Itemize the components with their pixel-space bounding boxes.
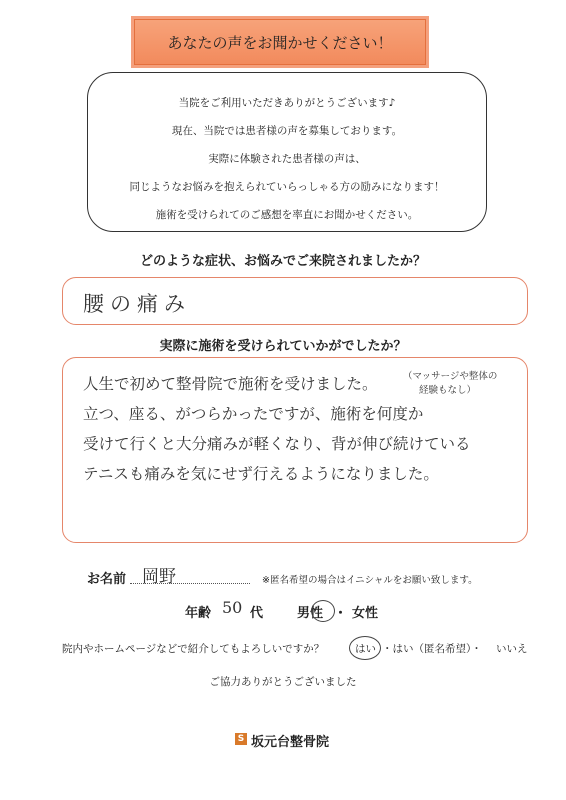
impression-answer-box xyxy=(62,357,528,543)
question-impression: 実際に施術を受けられていかがでしたか？ xyxy=(159,339,407,354)
clinic-name: 坂元台整骨院 xyxy=(251,735,330,750)
selected-gender-circle xyxy=(311,600,335,622)
intro-line: 実際に体験された患者様の声は、 xyxy=(208,153,366,165)
permission-option-anonymous: ・はい（匿名希望）・ xyxy=(382,643,482,655)
page-title xyxy=(131,16,429,68)
page-title-text: あなたの声をお聞かせください！ xyxy=(167,33,393,52)
intro-line: 施術を受けられてのご感想を率直にお聞かせください。 xyxy=(155,209,419,221)
permission-option-no: いいえ xyxy=(496,643,528,655)
impression-line: テニスも痛みを気にせず行えるようになりました。 xyxy=(83,465,439,483)
symptoms-answer-box xyxy=(62,277,528,325)
impression-note: 経験もなし） xyxy=(419,385,477,396)
intro-line: 現在、当院では患者様の声を募集しております。 xyxy=(171,125,403,137)
permission-question: 院内やホームページなどで紹介してもよろしいですか？ xyxy=(62,643,325,655)
intro-box xyxy=(87,72,487,232)
name-note: ※匿名希望の場合はイニシャルをお願い致します。 xyxy=(262,575,478,586)
gender-male: 男性 xyxy=(297,606,324,621)
impression-line: 受けて行くと大分痛みが軽くなり、背が伸び続けている xyxy=(83,435,471,453)
permission-option-yes: はい xyxy=(355,643,376,655)
question-symptoms: どのような症状、お悩みでご来院されましたか？ xyxy=(139,254,426,269)
gender-separator: ・ xyxy=(334,606,348,621)
impression-line: 人生で初めて整骨院で施術を受けました。 xyxy=(83,375,378,393)
symptoms-answer: 腰の痛み xyxy=(83,292,191,316)
impression-line: 立つ、座る、がつらかったですが、施術を何度か xyxy=(83,405,424,423)
age-unit: 代 xyxy=(250,606,264,621)
thanks-text: ご協力ありがとうございました xyxy=(209,676,357,688)
name-value: 岡野 xyxy=(142,567,176,587)
intro-line: 同じようなお悩みを抱えられていらっしゃる方の励みになります！ xyxy=(129,181,445,193)
age-label: 年齢 xyxy=(185,606,212,621)
age-gender-row xyxy=(0,600,566,622)
gender-female: 女性 xyxy=(352,606,379,621)
impression-note: （マッサージや整体の xyxy=(403,371,498,382)
selected-permission-circle xyxy=(349,636,381,660)
age-value: 50 xyxy=(222,598,243,617)
clinic-logo-icon: S xyxy=(235,733,247,745)
intro-line: 当院をご利用いただきありがとうございます♪ xyxy=(178,97,396,109)
name-label: お名前 xyxy=(87,572,127,587)
